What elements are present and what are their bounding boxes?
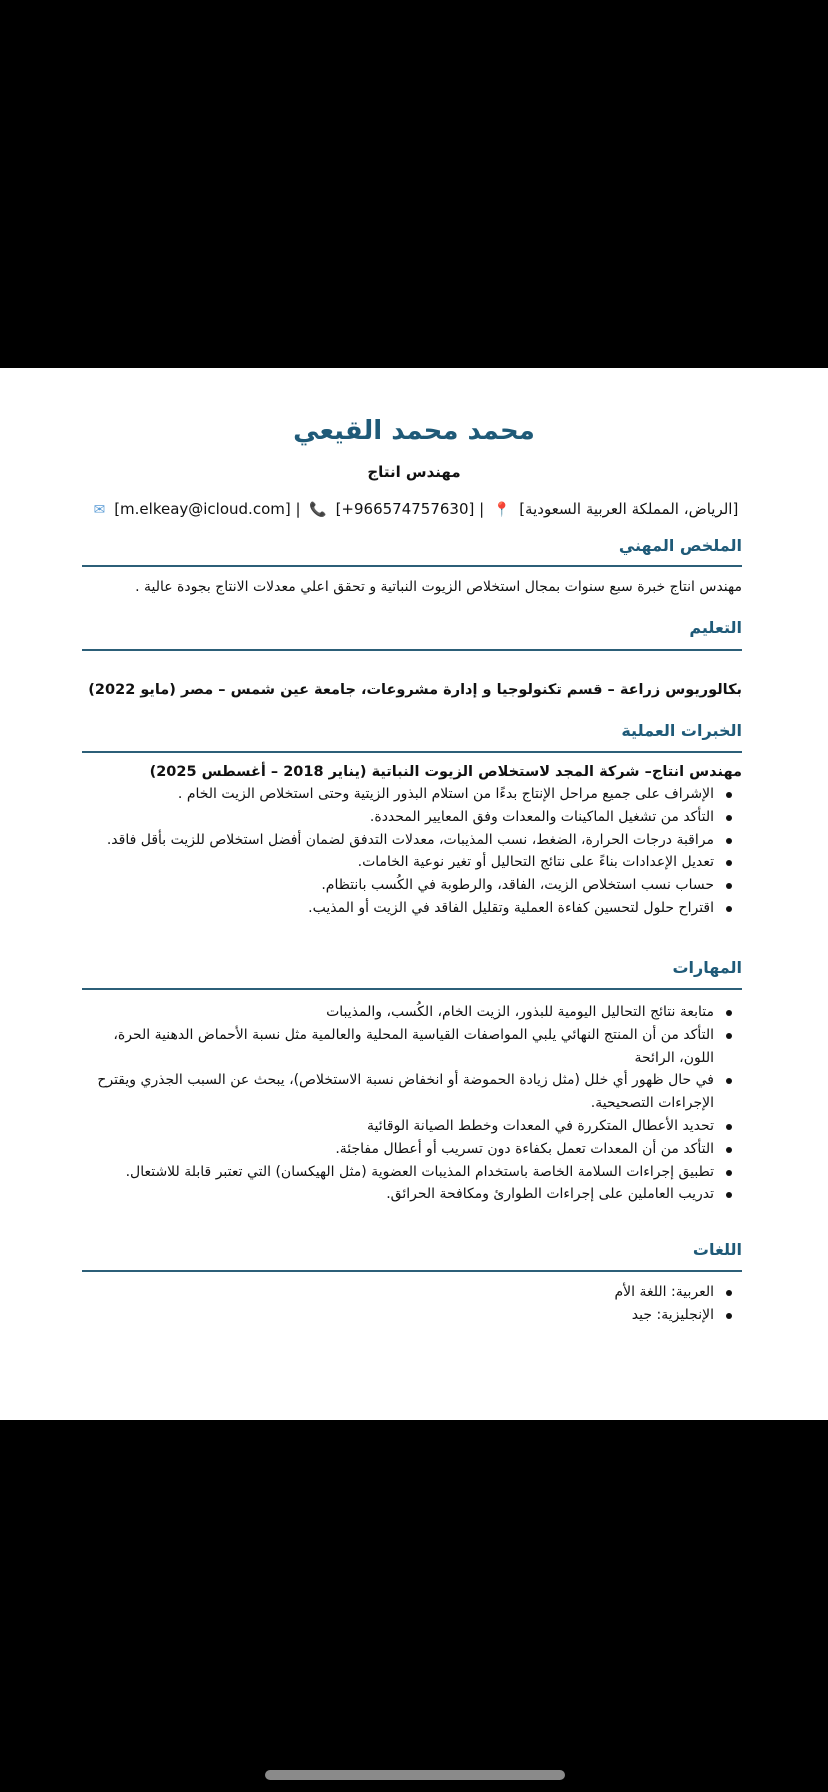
- email-link[interactable]: [m.elkeay@icloud.com]: [114, 500, 291, 518]
- home-indicator[interactable]: [265, 1770, 565, 1780]
- location-text: [الرياض، المملكة العربية السعودية]: [519, 500, 739, 518]
- contact-line: [0, 500, 828, 518]
- skills-heading: المهارات: [672, 958, 742, 977]
- list-item: تطبيق إجراءات السلامة الخاصة باستخدام المذيبات العضوية (مثل الهيكسان) التي تعتبر قابلة للاشتعال.: [90, 1161, 742, 1184]
- list-item: تحديد الأعطال المتكررة في المعدات وخطط الصيانة الوقائية: [90, 1115, 742, 1138]
- languages-heading: اللغات: [692, 1240, 742, 1259]
- resume-document: [0, 368, 828, 1420]
- divider: [82, 751, 742, 753]
- experience-heading: الخبرات العملية: [621, 721, 742, 740]
- phone-text[interactable]: [+966574757630]: [335, 500, 475, 518]
- experience-list: [50, 783, 742, 920]
- candidate-name: محمد محمد القيعي: [293, 416, 535, 446]
- list-item: العربية: اللغة الأم: [60, 1281, 742, 1304]
- location-pin-icon: 📍: [492, 502, 511, 518]
- divider: [82, 649, 742, 651]
- job-title: مهندس انتاج: [367, 463, 461, 481]
- list-item: التأكد من أن المعدات تعمل بكفاءة دون تسريب أو أعطال مفاجئة.: [90, 1138, 742, 1161]
- list-item: الإشراف على جميع مراحل الإنتاج بدءًا من استلام البذور الزيتية وحتى استخلاص الزيت الخام .: [50, 783, 742, 806]
- list-item: تعديل الإعدادات بناءً على نتائج التحاليل أو تغير نوعية الخامات.: [50, 851, 742, 874]
- list-item: حساب نسب استخلاص الزيت، الفاقد، والرطوبة في الكُسب بانتظام.: [50, 874, 742, 897]
- phone-icon: 📞: [309, 502, 327, 518]
- list-item: في حال ظهور أي خلل (مثل زيادة الحموضة أو انخفاض نسبة الاستخلاص)، يبحث عن السبب الجذري ويقترح الإجراءات التصحيحية.: [90, 1069, 742, 1115]
- skills-list: [90, 1001, 742, 1206]
- divider: [82, 1270, 742, 1272]
- languages-list: [60, 1281, 742, 1327]
- list-item: الإنجليزية: جيد: [60, 1304, 742, 1327]
- summary-text: مهندس انتاج خبرة سبع سنوات بمجال استخلاص الزيوت النباتية و تحقق اعلي معدلات الانتاج بجودة عالية .: [135, 579, 742, 595]
- degree-text: بكالوريوس زراعة – قسم تكنولوجيا و إدارة مشروعات، جامعة عين شمس – مصر (مايو 2022): [88, 682, 742, 698]
- list-item: مراقبة درجات الحرارة، الضغط، نسب المذيبات، معدلات التدفق لضمان أفضل استخلاص للزيت بأقل فاقد.: [50, 829, 742, 852]
- education-heading: التعليم: [689, 618, 742, 637]
- separator: |: [295, 500, 301, 518]
- divider: [82, 988, 742, 990]
- list-item: تدريب العاملين على إجراءات الطوارئ ومكافحة الحرائق.: [90, 1183, 742, 1206]
- separator: |: [479, 500, 485, 518]
- summary-heading: الملخص المهني: [618, 536, 742, 555]
- email-icon: ✉: [93, 502, 106, 518]
- list-item: متابعة نتائج التحاليل اليومية للبذور، الزيت الخام، الكُسب، والمذيبات: [90, 1001, 742, 1024]
- divider: [82, 565, 742, 567]
- list-item: اقتراح حلول لتحسين كفاءة العملية وتقليل الفاقد في الزيت أو المذيب.: [50, 897, 742, 920]
- list-item: التأكد من تشغيل الماكينات والمعدات وفق المعايير المحددة.: [50, 806, 742, 829]
- role-title: مهندس انتاج– شركة المجد لاستخلاص الزيوت النباتية (يناير 2018 – أغسطس 2025): [149, 764, 742, 780]
- list-item: التأكد من أن المنتج النهائي يلبي المواصفات القياسية المحلية والعالمية مثل نسبة الأحماض الدهنية الحرة، اللون، الرائحة: [90, 1024, 742, 1070]
